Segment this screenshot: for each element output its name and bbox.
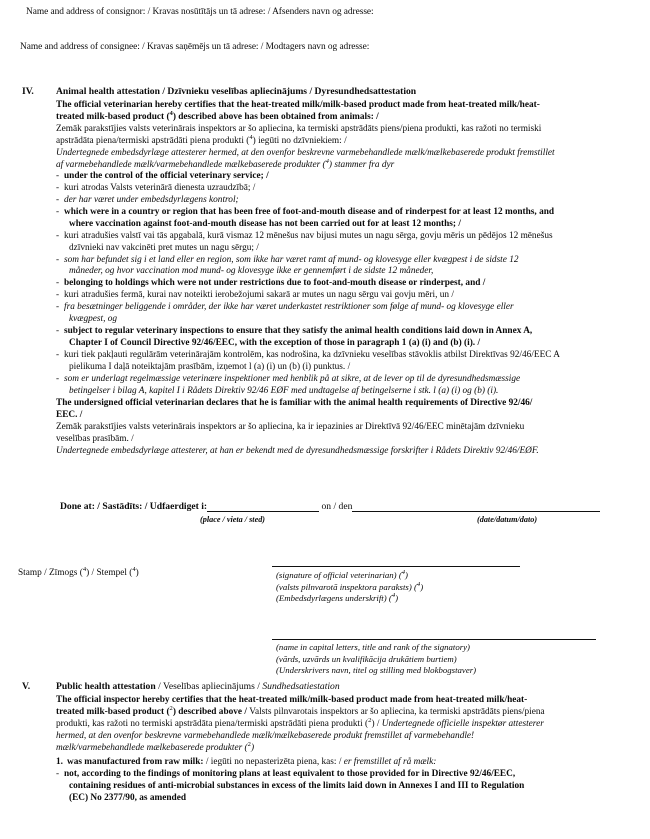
closing-da-line-1: Undertegnede embedsdyrlæge attesterer, at han er bekendt med de dyresundhedsmæssige forskrifter i Rådets Direktiv 92/46/EØF. <box>56 446 539 457</box>
bullet-item <box>56 195 636 207</box>
footnote-marker-2: 2 <box>368 717 372 725</box>
intro-da-line-1: Undertegnede embedsdyrlæge attesterer hermed, at den ovenfor beskrevne varmebehandlede mælk/mælkebaserede produkt fremstillet <box>56 148 555 159</box>
footnote-marker-4: 4 <box>249 134 253 142</box>
bullet-dash: - <box>56 230 60 241</box>
intro-en-line-2b: ) described above has been obtained from animals: / <box>172 112 379 123</box>
section-iv-heading <box>22 86 636 98</box>
signature-caption-da-a: (Embedsdyrlægens underskrift) ( <box>276 593 392 604</box>
bullet-dash: - <box>56 373 60 384</box>
footnote-marker-4: 4 <box>391 592 396 600</box>
intro-en-line-2 <box>56 111 636 123</box>
closing-lv-line-1: Zemāk parakstījies valsts veterinārais inspektors ar šo apliecina, ka ir iepazinies ar Direktīvā 92/46/EEC minētajām dzīvnieku <box>56 422 525 433</box>
v-intro-da-5a: mælk/varmebehandlede mælkebaserede produkter ( <box>56 743 248 754</box>
bullet-item <box>56 290 636 302</box>
v-item-1 <box>56 757 636 769</box>
footnote-marker-4: 4 <box>416 580 421 588</box>
v-intro-en-2a: treated milk-based product ( <box>56 707 170 718</box>
section-v-title <box>56 681 636 693</box>
section-v-title-sep2: / <box>254 681 263 692</box>
closing-en-line-2: EEC. / <box>56 410 83 421</box>
closing-en-line-1: The undersigned official veterinarian declares that he is familiar with the animal health requirements of Directive 92/46/ <box>56 398 533 409</box>
intro-da-line-2 <box>56 159 636 171</box>
v-item-1-da: er fremstillet af rå mælk: <box>343 757 437 768</box>
intro-lv-line-2 <box>56 135 636 147</box>
section-v-title-lv: Veselības apliecinājums <box>162 681 255 692</box>
intro-lv-line-2a: apstrādāta piena/termiski apstrādāti piena produkti ( <box>56 136 250 147</box>
bullet-3-en-0: subject to regular veterinary inspections to ensure that they satisfy the animal health conditions laid down in Annex A, <box>64 325 533 336</box>
bullet-3-da-1: betingelser i bilag A, kapitel I i Rådets Direktiv 92/46 EØF med undtagelse af betingelserne i stk. l (a) (i) og (b) (i). <box>69 385 499 396</box>
v-intro-line-3 <box>56 718 636 730</box>
bullet-dash: - <box>56 195 60 206</box>
footnote-marker-2: 2 <box>169 705 173 713</box>
bullet-item <box>56 278 636 290</box>
bullet-dash: - <box>56 206 60 217</box>
bullet-item <box>56 255 636 279</box>
footnote-marker-4: 4 <box>401 569 406 577</box>
signature-caption-da <box>276 593 423 605</box>
section-iv <box>22 86 636 457</box>
v-intro-da-3: Undertegnede officielle inspektør attesterer <box>381 719 544 730</box>
section-iv-title: Animal health attestation / Dzīvnieku veselības apliecinājums / Dyresundhedsattestation <box>56 86 417 97</box>
bullet-dash: - <box>56 302 60 313</box>
section-iv-number: IV. <box>22 86 34 97</box>
v-intro-line-4: hermed, at den ovenfor beskrevne varmebehandlede mælk/mælkebaserede produkt fremstillet af varmebehandle! <box>56 731 475 742</box>
intro-da-line-2b: ) stammer fra dyr <box>328 160 395 171</box>
bullet-3-en-1: Chapter I of Council Directive 92/46/EEC, with the exception of those in paragraph 1 (a) (i) and (b) (i). / <box>69 337 481 348</box>
date-input[interactable] <box>352 501 600 512</box>
bullet-2-en-0: belonging to holdings which were not under restrictions due to foot-and-mouth disease or rinderpest, and / <box>64 278 486 289</box>
signature-caption-en-a: (signature of official veterinarian) ( <box>276 570 402 580</box>
bullet-item <box>56 183 636 195</box>
name-caption-lv: (vārds, uzvārds un kvalifikācija drukātiem burtiem) <box>276 653 457 664</box>
v-intro-line-1: The official inspector hereby certifies that the heat-treated milk/milk-based product made from heat-treated milk/heat- <box>56 695 528 706</box>
consignee-field-label <box>20 42 369 52</box>
place-caption: (place / vieta / sted) <box>200 515 266 524</box>
name-caption-en: (name in capital letters, title and rank of the signatory) <box>276 642 470 652</box>
v-intro-lv-3b: ) / <box>371 719 382 730</box>
v-intro-line-5 <box>56 742 636 754</box>
bullet-dash: - <box>56 769 60 780</box>
bullet-dash: - <box>56 349 60 360</box>
name-caption-da: (Underskrivers navn, titel og stilling med blokbogstaver) <box>276 665 477 676</box>
v-item-1-sep2: / <box>338 757 344 768</box>
v-sub-bullet-line-1: not, according to the findings of monitoring plans at least equivalent to those provided for in Directive 92/46/EEC, <box>64 769 516 780</box>
v-item-1-lv: iegūti no nepasterizēta piena, kas: <box>210 757 339 768</box>
v-item-1-text <box>67 757 636 769</box>
bullet-1-en-1: where vaccination against foot-and-mouth disease has not been carried out for at least 12 months; / <box>69 218 461 229</box>
bullet-0-da-0: der har været under embedsdyrlægens kontrol; <box>64 195 239 206</box>
v-intro-line-2 <box>56 706 636 718</box>
bullet-dash: - <box>56 278 60 289</box>
bullet-1-da-0: som har befundet sig i et land eller en region, som ikke har været ramt af mund- og klovesyge eller kvægpest i de sidste 12 <box>64 254 519 265</box>
bullet-item <box>56 207 636 231</box>
signature-line[interactable] <box>272 566 520 567</box>
bullet-item <box>56 231 636 255</box>
bullet-1-lv-1: dzīvnieki nav vakcinēti pret mutes un nagu sērgu; / <box>69 242 259 253</box>
section-iv-intro <box>56 99 636 171</box>
v-intro-en-2b: ) described above / <box>172 707 250 718</box>
bullet-dash: - <box>56 183 60 194</box>
bullet-2-da-0: fra besætninger beliggende i områder, der ikke har været underkastet restriktioner som følge af mund- og klovesyge eller <box>64 302 514 313</box>
bullet-dash: - <box>56 325 60 336</box>
stamp-label-b: ) / Stempel ( <box>86 568 133 578</box>
footnote-marker-4: 4 <box>82 565 87 573</box>
intro-en-line-1: The official veterinarian hereby certifies that the heat-treated milk/milk-based product made from heat-treated milk/heat- <box>56 100 540 111</box>
name-captions <box>276 642 476 677</box>
v-sub-bullet-line-3: (EC) No 2377/90, as amended <box>69 792 186 803</box>
signature-caption-lv-b: ) <box>420 581 424 592</box>
signature-caption-da-b: ) <box>395 593 399 604</box>
section-iv-bullet-list <box>56 171 636 397</box>
footnote-marker-4: 4 <box>325 158 329 166</box>
bullet-item <box>56 350 636 374</box>
footnote-marker-4: 4 <box>132 565 136 573</box>
name-line[interactable] <box>272 639 596 640</box>
stamp-label <box>18 565 139 578</box>
section-v-items <box>56 757 636 805</box>
section-v-title-da: Sundhedsatiestation <box>262 681 340 692</box>
signature-caption-lv <box>276 582 423 594</box>
bullet-3-lv-1: pielikuma I daļā noteiktajām prasībām, izņemot l (a) (i) un (b) (i) punktus. / <box>69 361 351 372</box>
bullet-2-lv-0: kuri atradušies fermā, kurai nav noteikti ierobežojumi sakarā ar mutes un nagu sērgu vai govju mēri, un / <box>64 290 454 301</box>
intro-en-line-2a: treated milk-based product ( <box>56 112 170 123</box>
intro-da-line-2a: af varmebehandlede mælk/varmebehandlede mælkebaserede produkter ( <box>56 160 326 171</box>
bullet-0-en-0: under the control of the official veterinary service; / <box>64 171 269 182</box>
v-item-1-sep1: / <box>205 757 211 768</box>
v-intro-da-5b: ) <box>250 743 255 754</box>
bullet-item <box>56 171 636 183</box>
done-at-label: Done at: / Sastādīts: / Udfaerdiget i: <box>60 501 208 512</box>
signature-caption-en-b: ) <box>405 570 408 580</box>
bullet-3-lv-0: kuri tiek pakļauti regulārām veterinārajām kontrolēm, kas nodrošina, ka dzīvnieku veselības stāvoklis atbilst Direktīvas 92/46/EEC A <box>64 349 560 360</box>
date-caption: (date/datum/dato) <box>477 515 538 524</box>
section-v-title-en: Public health attestation <box>56 681 156 692</box>
bullet-1-da-1: måneder, og hvor vaccination mod mund- og klovesyge ikke er gennemført i de sidste 12 måneder, <box>69 266 434 277</box>
bullet-dash: - <box>56 290 60 301</box>
done-at-row <box>60 501 640 512</box>
bullet-item <box>56 374 636 398</box>
closing-lv-line-2: veselības prasībām. / <box>56 434 134 445</box>
v-item-1-en: was manufactured from raw milk: <box>67 757 206 768</box>
footnote-marker-4: 4 <box>169 110 173 118</box>
intro-lv-line-1: Zemāk parakstījies valsts veterinārais inspektors ar šo apliecina, ka termiski apstrādāts piens/piena produkti, kas ražoti no termiski <box>56 124 542 135</box>
intro-lv-line-2b: ) iegūti no dzīvniekiem: / <box>252 136 347 147</box>
v-item-1-number: 1. <box>56 757 63 768</box>
v-intro-lv-3a: produkti, kas ražoti no termiski apstrādāta piena/termiski apstrādāti piena produkti ( <box>56 719 369 730</box>
section-v-heading <box>22 681 636 693</box>
section-v-intro <box>56 694 636 754</box>
bullet-1-en-0: which were in a country or region that has been free of foot-and-mouth disease and of rinderpest for at least 12 months, and <box>64 206 555 217</box>
consignee-label-text: Name and address of consignee: / Kravas saņēmējs un tā adrese: / Modtagers navn og adresse: <box>20 42 370 52</box>
section-v <box>22 681 636 805</box>
bullet-item <box>56 326 636 350</box>
signature-caption-lv-a: (valsts pilnvarotā inspektora paraksts) ( <box>276 581 417 592</box>
section-v-number: V. <box>22 681 31 692</box>
consignor-field-label <box>26 7 374 17</box>
stamp-label-a: Stamp / Zīmogs ( <box>18 568 83 578</box>
bullet-2-da-1: kvægpest, og <box>69 314 118 325</box>
footnote-marker-2: 2 <box>247 741 251 749</box>
place-input[interactable] <box>207 501 319 512</box>
bullet-3-da-0: som er underlagt regelmæssige veterinære inspektioner med henblik på at sikre, at de lever op til de dyresundhedsmæssige <box>64 373 521 384</box>
v-sub-bullet-line-2: containing residues of anti-microbial substances in excess of the limits laid down in Annexes I and III to Regulation <box>69 781 525 792</box>
v-sub-bullet <box>56 769 636 805</box>
signature-caption-en <box>276 570 423 582</box>
bullet-1-lv-0: kuri atradušies valstī vai tās apgabalā, kurā vismaz 12 mēnešus nav bijusi mutes un nagu sērga, govju mēris un pēdējos 12 mēnešus <box>64 230 553 241</box>
section-iv-closing <box>56 397 636 457</box>
bullet-0-lv-0: kuri atrodas Valsts veterinārā dienesta uzraudzībā; / <box>64 183 256 194</box>
consignor-label-text: Name and address of consignor: / Kravas nosūtītājs un tā adrese: / Afsenders navn og adresse: <box>26 7 374 17</box>
bullet-dash: - <box>56 171 60 182</box>
bullet-item <box>56 302 636 326</box>
stamp-label-c: ) <box>135 568 139 578</box>
v-intro-lv-2: Valsts pilnvarotais inspektors ar šo apliecina, ka termiski apstrādāts piens/piena <box>249 707 545 718</box>
on-den-label: on / den <box>321 501 353 512</box>
bullet-dash: - <box>56 254 60 265</box>
signature-captions <box>276 570 423 605</box>
section-v-title-sep1: / <box>155 681 163 692</box>
